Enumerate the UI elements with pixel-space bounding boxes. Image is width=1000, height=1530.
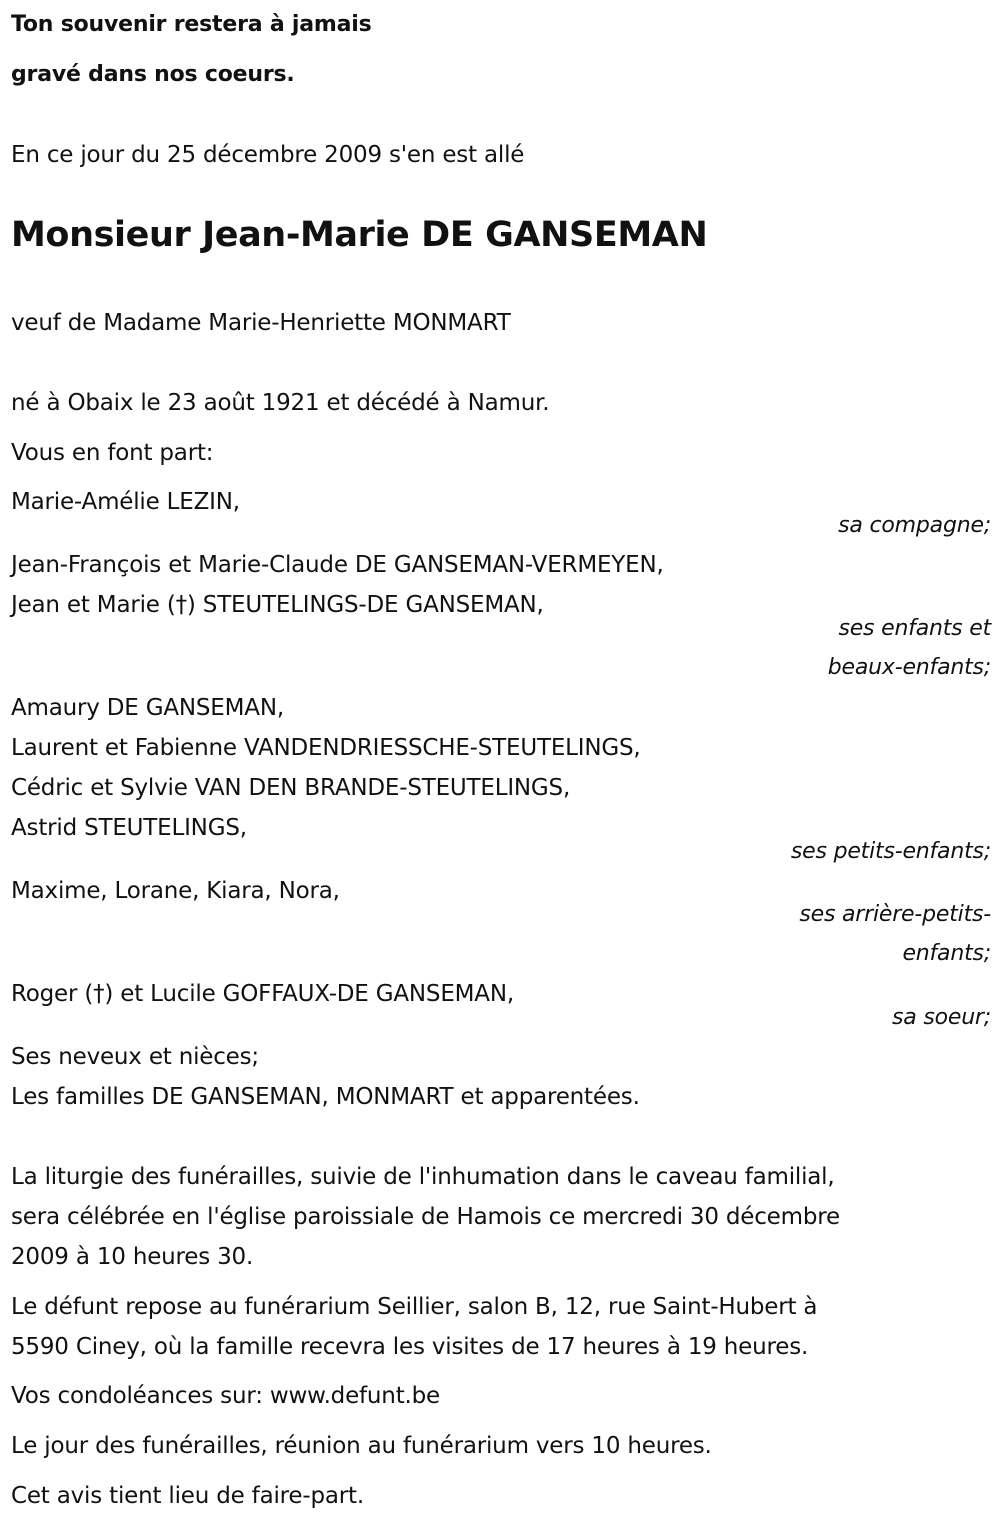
- family-great-grandchildren-relation: ses arrière-petits-: [799, 902, 991, 927]
- family-sister-name: Roger (†) et Lucile GOFFAUX-DE GANSEMAN,: [11, 981, 514, 1007]
- birth-death: né à Obaix le 23 août 1921 et décédé à Namur.: [11, 390, 550, 416]
- funeral-repose: Le défunt repose au funérarium Seillier, salon B, 12, rue Saint-Hubert à: [11, 1294, 818, 1320]
- family-grandchildren-name: Cédric et Sylvie VAN DEN BRANDE-STEUTELINGS,: [11, 775, 571, 801]
- condolences-text: Vos condoléances sur: www.defunt.be: [11, 1383, 440, 1409]
- family-children-name: Jean et Marie (†) STEUTELINGS-DE GANSEMAN,: [11, 592, 544, 618]
- family-grandchildren-name: Laurent et Fabienne VANDENDRIESSCHE-STEUTELINGS,: [11, 735, 641, 761]
- family-others: Les familles DE GANSEMAN, MONMART et apparentées.: [11, 1084, 640, 1110]
- funeral-liturgy: La liturgie des funérailles, suivie de l'inhumation dans le caveau familial,: [11, 1164, 835, 1190]
- funeral-liturgy: 2009 à 10 heures 30.: [11, 1244, 254, 1270]
- family-children-name: Jean-François et Marie-Claude DE GANSEMAN-VERMEYEN,: [11, 552, 664, 578]
- announcers-intro: Vous en font part:: [11, 440, 214, 466]
- family-partner-name: Marie-Amélie LEZIN,: [11, 489, 240, 515]
- family-partner-relation: sa compagne;: [838, 513, 991, 538]
- closing-text: Cet avis tient lieu de faire-part.: [11, 1483, 364, 1509]
- family-great-grandchildren-relation: enfants;: [902, 941, 991, 966]
- family-grandchildren-name: Astrid STEUTELINGS,: [11, 815, 247, 841]
- family-grandchildren-relation: ses petits-enfants;: [790, 839, 991, 864]
- family-children-relation: ses enfants et: [838, 616, 991, 641]
- intro-text: En ce jour du 25 décembre 2009 s'en est allé: [11, 142, 525, 168]
- family-others: Ses neveux et nièces;: [11, 1044, 259, 1070]
- deceased-name: Monsieur Jean-Marie DE GANSEMAN: [11, 215, 708, 255]
- widower-of: veuf de Madame Marie-Henriette MONMART: [11, 310, 511, 336]
- funeral-repose: 5590 Ciney, où la famille recevra les visites de 17 heures à 19 heures.: [11, 1334, 809, 1360]
- epigraph-line-1: Ton souvenir restera à jamais: [11, 12, 372, 37]
- epigraph-line-2: gravé dans nos coeurs.: [11, 62, 295, 87]
- family-great-grandchildren-name: Maxime, Lorane, Kiara, Nora,: [11, 878, 340, 904]
- family-sister-relation: sa soeur;: [892, 1005, 991, 1030]
- funeral-meeting: Le jour des funérailles, réunion au funérarium vers 10 heures.: [11, 1433, 712, 1459]
- family-children-relation: beaux-enfants;: [827, 655, 991, 680]
- funeral-liturgy: sera célébrée en l'église paroissiale de Hamois ce mercredi 30 décembre: [11, 1204, 840, 1230]
- family-grandchildren-name: Amaury DE GANSEMAN,: [11, 695, 284, 721]
